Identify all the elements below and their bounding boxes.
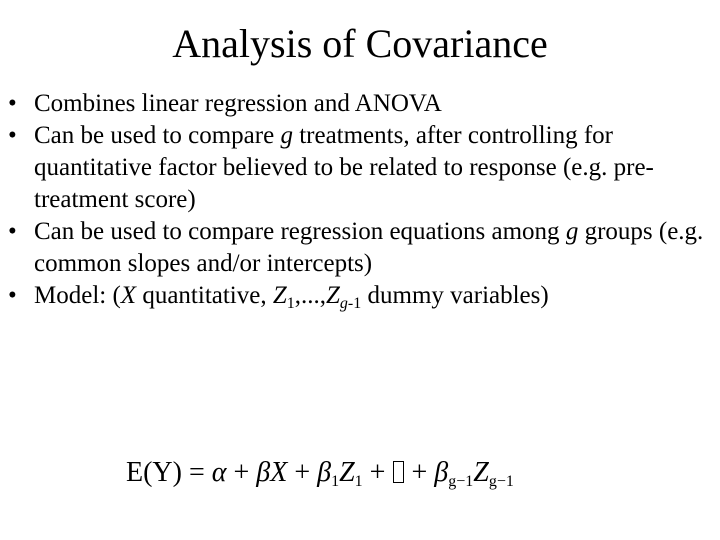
model-var-x: X: [120, 282, 137, 309]
bullet-item: [8, 88, 713, 120]
bullet-list: [8, 88, 713, 312]
model-sub-1: 1: [286, 295, 295, 312]
eq-x: X: [270, 457, 288, 488]
model-equation: [126, 448, 514, 498]
eq-beta: β: [256, 457, 271, 488]
bullet-text-pre: Can be used to compare: [34, 122, 281, 149]
bullet-text-pre: Can be used to compare regression equations among: [34, 218, 566, 245]
eq-plus: +: [226, 457, 257, 488]
eq-zg: Z: [473, 457, 489, 488]
eq-plus: +: [362, 457, 393, 488]
bullet-italic-g: g: [565, 218, 579, 245]
bullet-text: Combines linear regression and ANOVA: [34, 90, 442, 117]
eq-lhs: E(Y) =: [126, 457, 212, 488]
model-text-2: quantitative,: [136, 282, 273, 309]
eq-plus: +: [404, 457, 435, 488]
model-sub-g-letter: g: [339, 295, 348, 312]
model-text-3: ,...,: [294, 282, 327, 309]
bullet-italic-g: g: [280, 122, 293, 149]
bullet-item: [8, 216, 713, 280]
bullet-marker: •: [8, 282, 17, 309]
bullet-marker: •: [8, 90, 17, 117]
eq-beta1-sub: 1: [331, 473, 340, 490]
bullet-marker: •: [8, 122, 17, 149]
model-sub-g: [340, 295, 361, 312]
eq-plus: +: [287, 457, 318, 488]
eq-alpha: α: [211, 457, 227, 488]
slide-title: Analysis of Covariance: [172, 21, 548, 66]
eq-beta1: β: [317, 457, 332, 488]
model-var-zg: Z: [326, 282, 340, 309]
model-text-4: dummy variables): [361, 282, 549, 309]
bullet-item: [8, 120, 713, 216]
eq-betag: β: [434, 457, 449, 488]
missing-glyph-box: [393, 461, 404, 483]
model-sub-g-minus1: -1: [347, 295, 362, 312]
bullet-text-post: groups (e.g. common slopes and/or intercepts): [34, 218, 704, 277]
eq-z1: Z: [339, 457, 355, 488]
bullet-item: [8, 280, 713, 312]
eq-zg-sub: g−1: [488, 473, 514, 490]
model-text-1: Model: (: [34, 282, 121, 309]
eq-betag-sub: g−1: [448, 473, 474, 490]
bullet-text-post: treatments, after controlling for quantitative factor believed to be related to response (e.g. pre-treatment score): [34, 122, 654, 213]
bullet-marker: •: [8, 218, 17, 245]
eq-z1-sub: 1: [354, 473, 363, 490]
model-var-z1: Z: [272, 282, 287, 309]
